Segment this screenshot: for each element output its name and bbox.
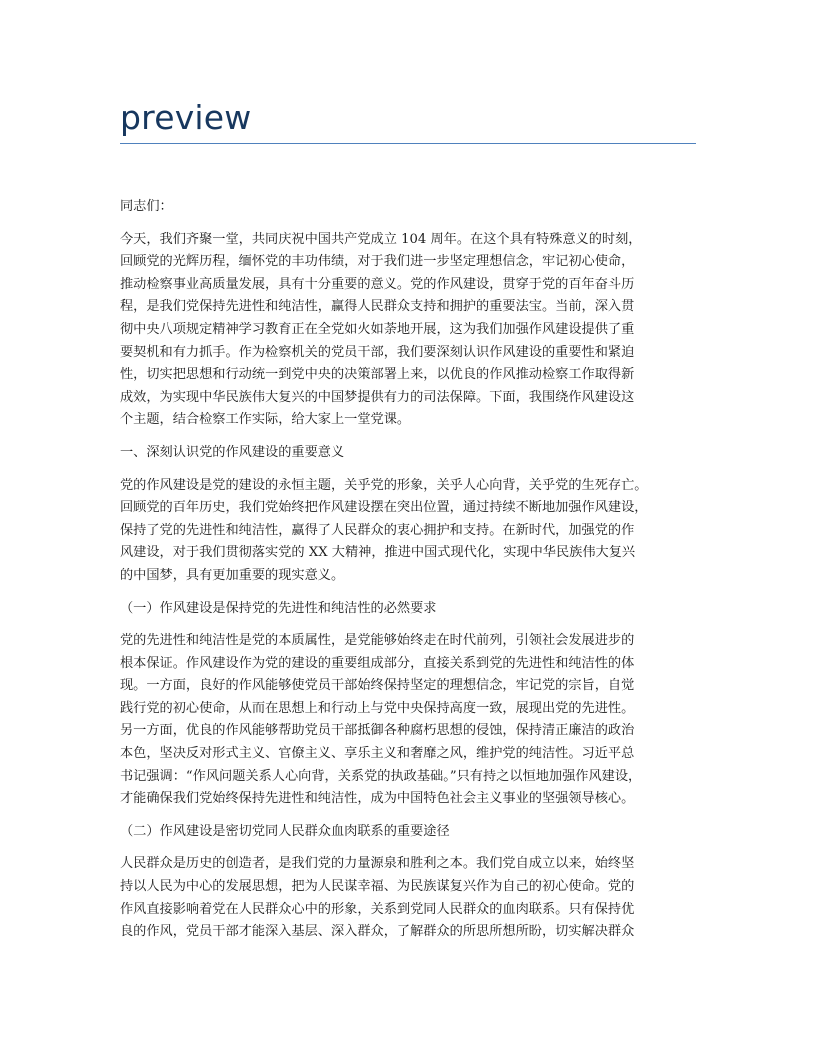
document-body bbox=[120, 196, 710, 954]
paragraph-intro: 今天，我们齐聚一堂，共同庆祝中国共产党成立 104 周年。在这个具有特殊意义的时刻， 回顾党的光辉历程，缅怀党的丰功伟绩，对于我们进一步坚定理想信念，牢记初心使命， 推动检察事业高质量发展，具有十分重要的意义。党的作风建设，贯穿于党的百年奋斗历 程，是我们党保持先进性和纯洁性，赢得人民群众支持和拥护的重要法宝。当前，深入贯 彻中央八项规定精神学习教育正在全党如火如荼地开展，这为我们加强作风建设提供了重 要契机和有力抓手。作为检察机关的党员干部，我们要深刻认识作风建设的重要性和紧迫 性，切实把思想和行动统一到党中央的决策部署上来，以优良的作风推动检察工作取得新 成效，为实现中华民族伟大复兴的中国梦提供有力的司法保障。下面，我围绕作风建设这 个主题，结合检察工作实际，给大家上一堂党课。 bbox=[120, 231, 642, 428]
document-title: preview bbox=[120, 98, 252, 137]
subsection-heading-2: （二）作风建设是密切党同人民群众血肉联系的重要途径 bbox=[120, 823, 450, 839]
paragraph-subsection-2: 人民群众是历史的创造者，是我们党的力量源泉和胜利之本。我们党自成立以来，始终坚 持以人民为中心的发展思想，把为人民谋幸福、为民族谋复兴作为自己的初心使命。党的 作风直接影响着党在人民群众心中的形象，关系到党同人民群众的血肉联系。只有保持优 良的作风，党员干部才能深入基层、深入群众，了解群众的所思所想所盼，切实解决群众 bbox=[120, 856, 635, 940]
paragraph-section-1: 党的作风建设是党的建设的永恒主题，关乎党的形象，关乎人心向背，关乎党的生死存亡。 回顾党的百年历史，我们党始终把作风建设摆在突出位置，通过持续不断地加强作风建设， 保持了党的先进性和纯洁性，赢得了人民群众的衷心拥护和支持。在新时代，加强党的作 风建设，对于我们贯彻落实党的 XX 大精神，推进中国式现代化，实现中华民族伟大复兴 的中国梦，具有更加重要的现实意义。 bbox=[120, 477, 648, 583]
paragraph-subsection-1: 党的先进性和纯洁性是党的本质属性，是党能够始终走在时代前列，引领社会发展进步的 根本保证。作风建设作为党的建设的重要组成部分，直接关系到党的先进性和纯洁性的体 现。一方面，良好的作风能够使党员干部始终保持坚定的理想信念，牢记党的宗旨，自觉 践行党的初心使命，从而在思想上和行动上与党中央保持高度一致，展现出党的先进性。 另一方面，优良的作风能够帮助党员干部抵御各种腐朽思想的侵蚀，保持清正廉洁的政治 本色，坚决反对形式主义、官僚主义、享乐主义和奢靡之风，维护党的纯洁性。习近平总 书记强调：“作风问题关系人心向背，关系党的执政基础。”只有持之以恒地加强作风建设， 才能确保我们党始终保持先进性和纯洁性，成为中国特色社会主义事业的坚强领导核心。 bbox=[120, 633, 642, 807]
salutation: 同志们： bbox=[120, 199, 173, 214]
subsection-heading-1: （一）作风建设是保持党的先进性和纯洁性的必然要求 bbox=[120, 600, 437, 616]
title-underline bbox=[120, 143, 696, 144]
section-heading-1: 一、深刻认识党的作风建设的重要意义 bbox=[120, 444, 345, 460]
